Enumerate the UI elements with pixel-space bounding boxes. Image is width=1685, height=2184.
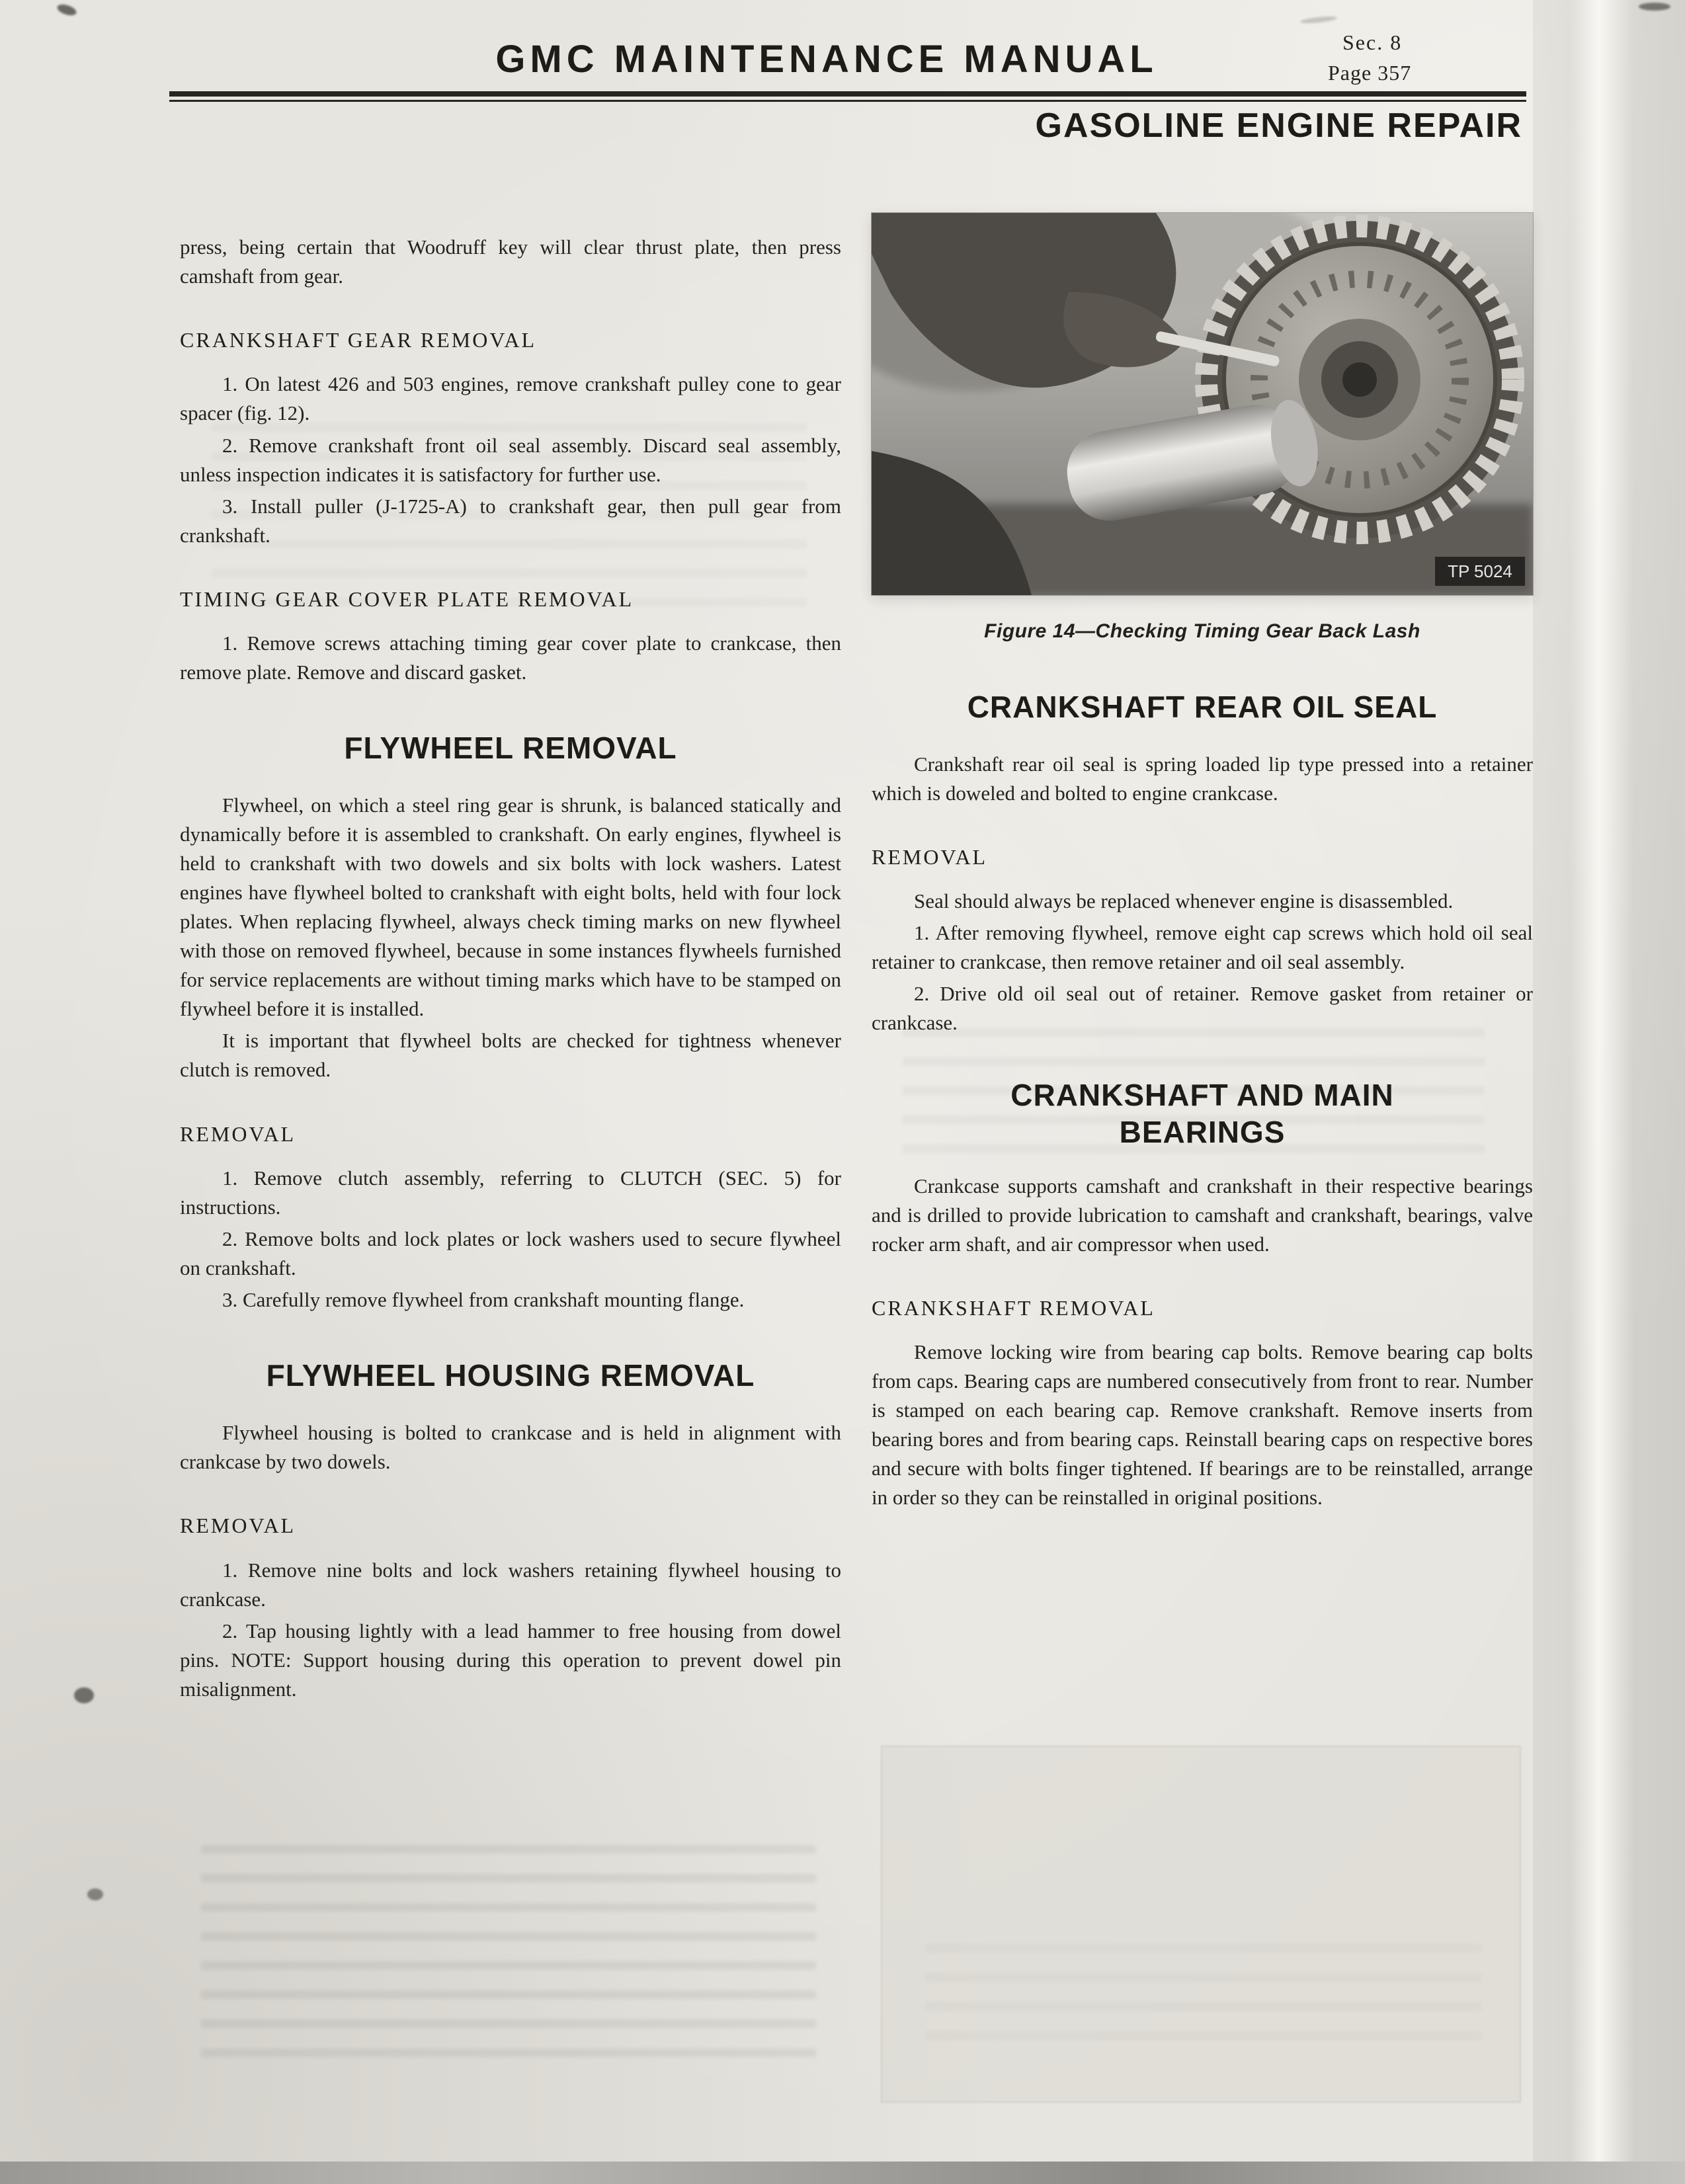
step-item: 1. Remove clutch assembly, referring to CLUTCH (SEC. 5) for instructions. — [180, 1166, 841, 1219]
photo-code-tag — [1435, 557, 1525, 586]
step-item: 3. Carefully remove flywheel from crankshaft mounting flange. — [222, 1288, 745, 1311]
scan-speck — [1639, 3, 1670, 11]
paragraph: Crankcase supports camshaft and crankshaft in their respective bearings and is drilled to provide lubrication to camshaft and crankshaft, bearings, valve rocker arm shaft, and air compressor when used. — [872, 1174, 1533, 1256]
manual-title: GMC MAINTENANCE MANUAL — [495, 38, 1158, 81]
header-page-number: Page 357 — [1328, 61, 1412, 85]
heading-flywheel-removal: FLYWHEEL REMOVAL — [344, 731, 677, 766]
paragraph-continued: press, being certain that Woodruff key will clear thrust plate, then press camshaft from gear. — [180, 235, 841, 288]
heading-timing-gear-cover-plate-removal: TIMING GEAR COVER PLATE REMOVAL — [180, 586, 634, 611]
figure-caption: Figure 14—Checking Timing Gear Back Lash — [984, 620, 1420, 642]
step-item: 2. Drive old oil seal out of retainer. Remove gasket from retainer or crankcase. — [872, 982, 1533, 1035]
scan-speck — [56, 3, 78, 18]
paragraph: Flywheel housing is bolted to crankcase and is held in alignment with crankcase by two dowels. — [180, 1421, 841, 1474]
heading-flywheel-housing-removal-procedure: REMOVAL — [180, 1514, 296, 1538]
page-bottom-edge — [0, 2162, 1685, 2184]
scan-speck — [87, 1888, 103, 1900]
scan-light-strip — [1570, 0, 1633, 2184]
scan-speck — [74, 1687, 94, 1703]
step-item: 2. Remove crankshaft front oil seal assembly. Discard seal assembly, unless inspection indicates it is satisfactory for further use. — [180, 433, 841, 486]
paragraph: Flywheel, on which a steel ring gear is shrunk, is balanced statically and dynamically before it is assembled to crankshaft. On early engines, flywheel is held to crankshaft with two dowels and six bolts with lock washers. Latest engines have flywheel bolted to crankshaft with eight bolts, held with four lock plates. When replacing flywheel, always check timing marks on new flywheel with those on removed flywheel, because in some instances flywheels furnished for service replacements are without timing marks which have to be stamped on flywheel before it is installed. — [180, 793, 841, 1021]
section-title: GASOLINE ENGINE REPAIR — [1035, 106, 1522, 145]
right-column — [872, 213, 1533, 1515]
step-item: 1. Remove nine bolts and lock washers retaining flywheel housing to crankcase. — [180, 1558, 841, 1611]
figure-14 — [872, 213, 1533, 646]
scan-shading — [1533, 0, 1685, 2184]
header-section-number: Sec. 8 — [1342, 30, 1403, 54]
heading-flywheel-removal-procedure: REMOVAL — [180, 1121, 296, 1146]
paragraph: Crankshaft rear oil seal is spring loaded lip type pressed into a retainer which is doweled and bolted to engine crankcase. — [872, 752, 1533, 805]
step-item: 2. Tap housing lightly with a lead hammer to free housing from dowel pins. NOTE: Support housing during this operation to prevent dowel pin misalignment. — [180, 1619, 841, 1701]
bleedthrough-figure-box — [881, 1746, 1521, 2103]
bleedthrough-texture — [201, 1845, 816, 2070]
scan-speck — [1300, 15, 1338, 24]
left-column — [180, 233, 841, 1707]
header-rule — [169, 91, 1526, 102]
paragraph: It is important that flywheel bolts are checked for tightness whenever clutch is removed. — [180, 1029, 841, 1082]
step-item: 1. Remove screws attaching timing gear cover plate to crankcase, then remove plate. Remove and discard gasket. — [180, 631, 841, 684]
heading-crankshaft-gear-removal: CRANKSHAFT GEAR REMOVAL — [180, 328, 536, 352]
heading-crankshaft-removal: CRANKSHAFT REMOVAL — [872, 1295, 1155, 1320]
heading-flywheel-housing-removal: FLYWHEEL HOUSING REMOVAL — [266, 1358, 755, 1393]
heading-oil-seal-removal: REMOVAL — [872, 844, 988, 869]
step-item: 1. After removing flywheel, remove eight cap screws which hold oil seal retainer to crankcase, then remove retainer and oil seal assembly. — [872, 921, 1533, 974]
heading-crankshaft-rear-oil-seal: CRANKSHAFT REAR OIL SEAL — [967, 689, 1438, 724]
step-item: 1. On latest 426 and 503 engines, remove crankshaft pulley cone to gear spacer (fig. 12). — [180, 372, 841, 425]
timing-gear-photo — [872, 213, 1533, 595]
photo-code-label: TP 5024 — [1448, 561, 1512, 581]
heading-crankshaft-and-main-bearings: CRANKSHAFT AND MAIN BEARINGS — [1010, 1078, 1394, 1149]
paragraph: Remove locking wire from bearing cap bolts. Remove bearing cap bolts from caps. Bearing caps are numbered consecutively from front to rear. Number is stamped on each bearing cap. Remove crankshaft. Remove inserts from bearing bores and from bearing caps. Reinstall bearing caps on respective bores and secure with bolts finger tightened. If bearings are to be reinstalled, arrange in order so they can be reinstalled in original positions. — [872, 1340, 1533, 1510]
paragraph: Seal should always be replaced whenever engine is disassembled. — [914, 889, 1454, 913]
step-item: 3. Install puller (J-1725-A) to crankshaft gear, then pull gear from crankshaft. — [180, 494, 841, 547]
bleedthrough-texture — [926, 1944, 1481, 2056]
step-item: 2. Remove bolts and lock plates or lock washers used to secure flywheel on crankshaft. — [180, 1227, 841, 1279]
